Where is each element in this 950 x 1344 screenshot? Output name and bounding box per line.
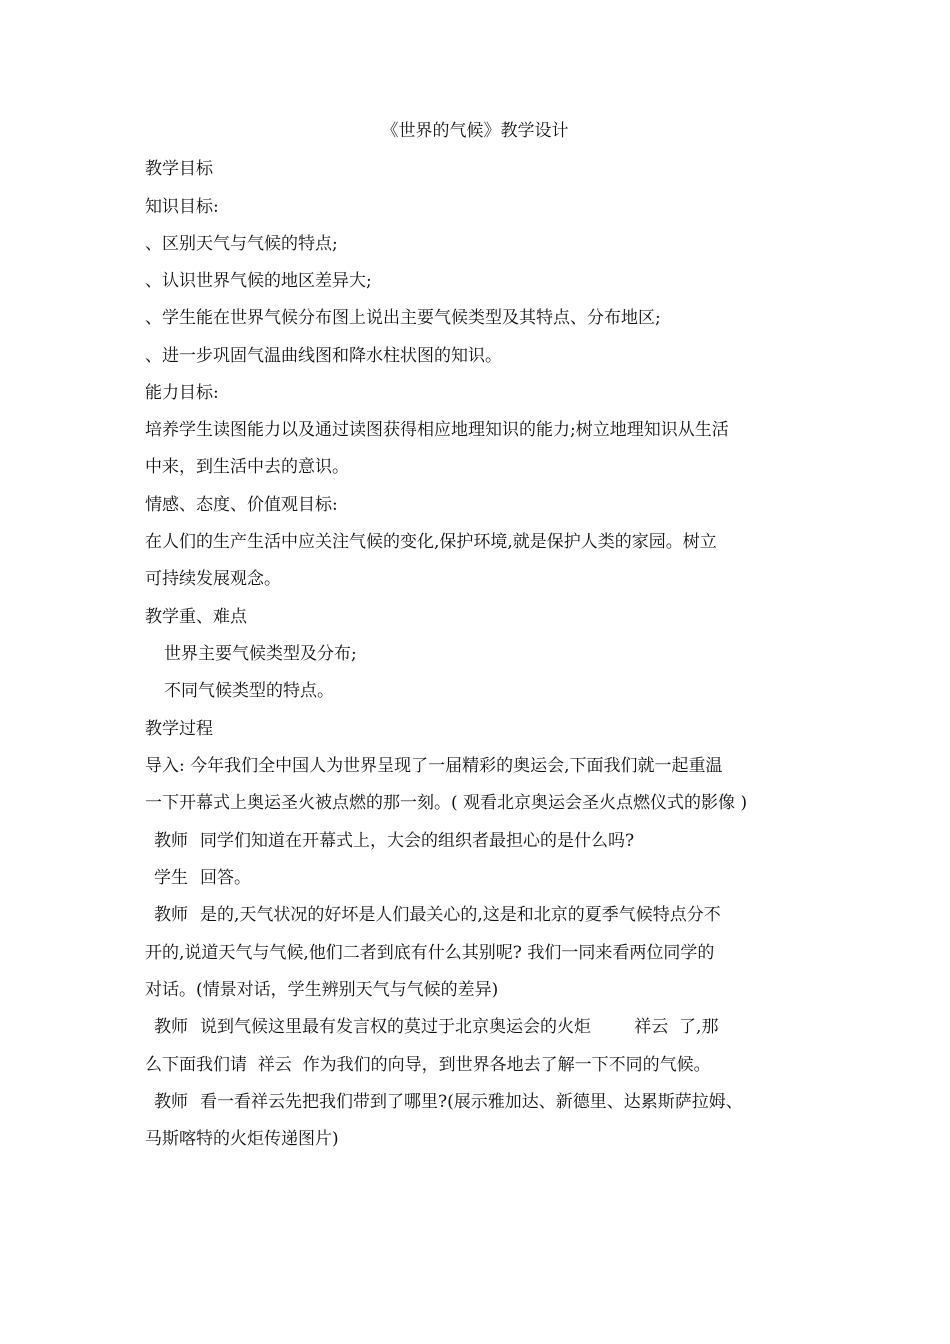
speech-text: 看一看祥云先把我们带到了哪里?(展示雅加达、新德里、达累斯萨拉姆、	[200, 1092, 743, 1112]
emotion-text-line: 可持续发展观念。	[145, 569, 281, 589]
dialogue-line	[154, 903, 721, 927]
speaker-role: 教师	[154, 831, 188, 851]
key-heading: 教学重、难点	[145, 607, 247, 627]
speaker-role: 教师	[154, 1092, 188, 1112]
speaker-role: 教师	[154, 905, 188, 925]
knowledge-heading: 知识目标:	[145, 197, 219, 217]
knowledge-item: 、学生能在世界气候分布图上说出主要气候类型及其特点、分布地区;	[145, 308, 661, 328]
paragraph-line: 开的,说道天气与气候,他们二者到底有什么其别呢? 我们一同来看两位同学的	[145, 943, 715, 963]
paragraph-line: 么下面我们请 祥云 作为我们的向导，到世界各地去了解一下不同的气候。	[145, 1055, 711, 1075]
knowledge-item: 、区别天气与气候的特点;	[145, 234, 338, 254]
document-title: 《世界的气候》教学设计	[381, 121, 569, 141]
dialogue-line	[154, 1015, 718, 1039]
intro-line: 一下开幕式上奥运圣火被点燃的那一刻。( 观看北京奥运会圣火点燃仪式的影像 )	[145, 793, 748, 813]
knowledge-item: 、进一步巩固气温曲线图和降水柱状图的知识。	[145, 346, 502, 366]
speaker-role: 学生	[154, 868, 188, 888]
paragraph-line: 马斯喀特的火炬传递图片)	[145, 1129, 339, 1149]
ability-text-line: 中来，到生活中去的意识。	[145, 457, 349, 477]
emotion-text-line: 在人们的生产生活中应关注气候的变化,保护环境,就是保护人类的家园。树立	[145, 532, 717, 552]
ability-text-line: 培养学生读图能力以及通过读图获得相应地理知识的能力;树立地理知识从生活	[145, 420, 729, 440]
objectives-heading: 教学目标	[145, 159, 213, 179]
speech-text: 同学们知道在开幕式上，大会的组织者最担心的是什么吗?	[200, 831, 635, 851]
dialogue-line	[154, 1090, 743, 1114]
paragraph-line: 对话。(情景对话，学生辨别天气与气候的差异)	[145, 980, 499, 1000]
key-item: 世界主要气候类型及分布;	[164, 644, 357, 664]
dialogue-line	[154, 866, 251, 890]
speech-text: 是的,天气状况的好坏是人们最关心的,这是和北京的夏季气候特点分不	[200, 905, 721, 925]
key-item: 不同气候类型的特点。	[164, 681, 334, 701]
dialogue-line	[154, 829, 634, 853]
process-heading: 教学过程	[145, 719, 213, 739]
speaker-role: 教师	[154, 1017, 188, 1037]
emotion-heading: 情感、态度、价值观目标:	[145, 495, 338, 515]
speech-text: 回答。	[200, 868, 251, 888]
speech-text: 说到气候这里最有发言权的莫过于北京奥运会的火炬 祥云 了,那	[200, 1017, 719, 1037]
knowledge-item: 、认识世界气候的地区差异大;	[145, 271, 372, 291]
ability-heading: 能力目标:	[145, 383, 219, 403]
intro-line: 导入: 今年我们全中国人为世界呈现了一届精彩的奥运会,下面我们就一起重温	[145, 756, 723, 776]
